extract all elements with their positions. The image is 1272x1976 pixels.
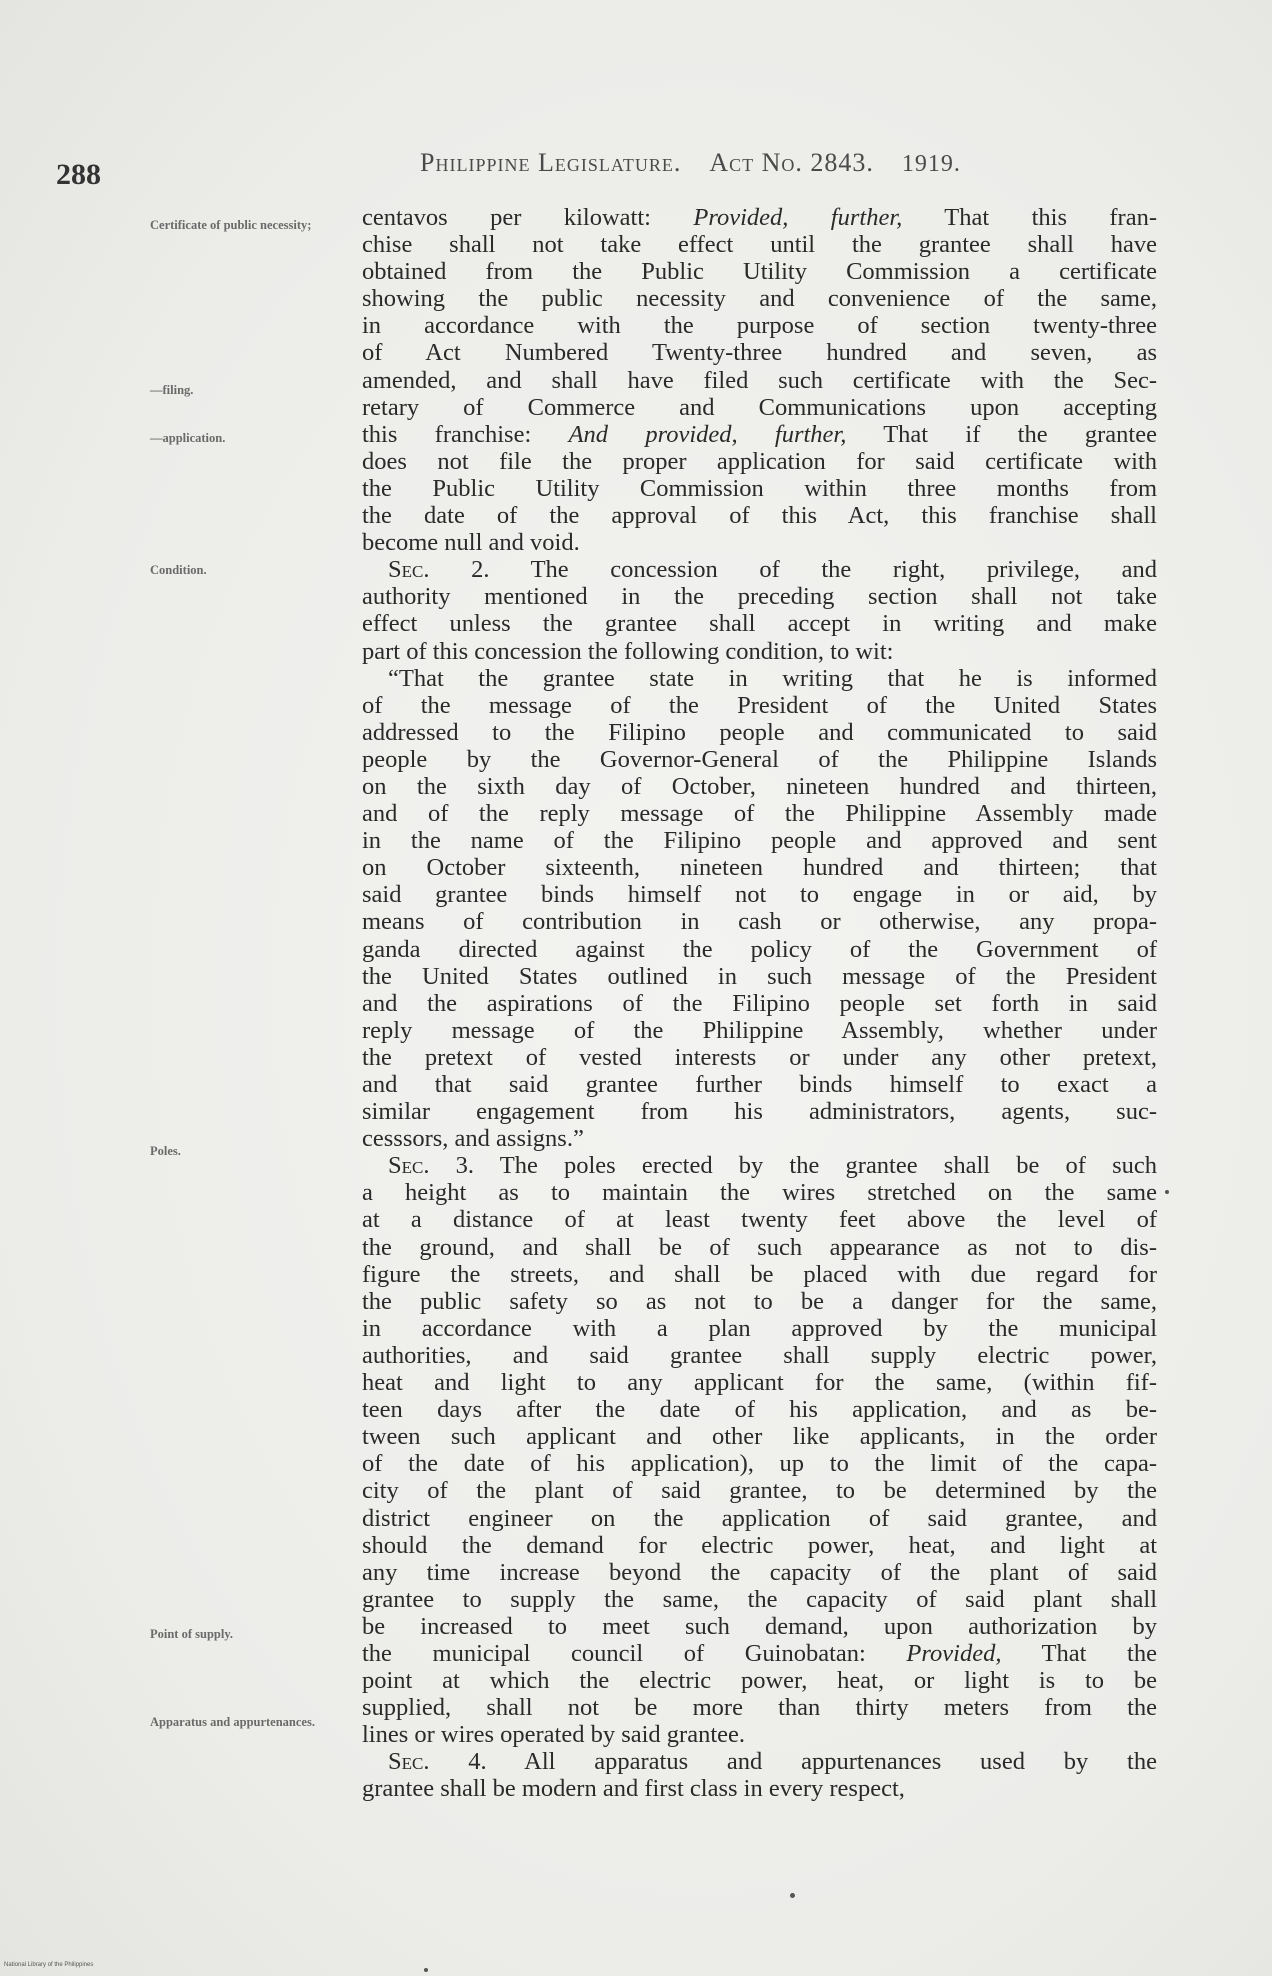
text-line: grantee shall be modern and first class in every respect, xyxy=(362,1775,905,1803)
text-line: of the message of the President of the United States xyxy=(362,691,1157,719)
text-line: city of the plant of said grantee, to be determined by the xyxy=(362,1477,1157,1505)
text-line: be increased to meet such demand, upon authorization by xyxy=(362,1612,1157,1640)
text-line: showing the public necessity and convenience of the same, xyxy=(362,285,1157,313)
text-line: authorities, and said grantee shall supply electric power, xyxy=(362,1341,1157,1369)
running-head-act: Act No. 2843. xyxy=(709,148,874,177)
text-line: the public safety so as not to be a danger for the same, xyxy=(362,1287,1157,1315)
text-line: ganda directed against the policy of the Government of xyxy=(362,935,1157,963)
text-line: Sec. 4. All apparatus and appurtenances used by the xyxy=(388,1748,1157,1776)
margin-note-point-of-supply: Point of supply. xyxy=(150,1627,234,1641)
text-line: the ground, and shall be of such appearance as not to dis- xyxy=(362,1233,1157,1261)
text-line: Sec. 2. The concession of the right, privilege, and xyxy=(388,556,1157,584)
text-line: the date of the approval of this Act, this franchise shall xyxy=(362,502,1157,530)
text-line: in accordance with the purpose of section twenty-three xyxy=(362,312,1157,340)
text-line: on the sixth day of October, nineteen hundred and thirteen, xyxy=(362,772,1157,800)
text-line: addressed to the Filipino people and communicated to said xyxy=(362,718,1157,746)
text-line: in the name of the Filipino people and approved and sent xyxy=(362,827,1157,855)
text-line: this franchise: And provided, further, That if the grantee xyxy=(362,420,1157,448)
text-line: the municipal council of Guinobatan: Provided, That the xyxy=(362,1639,1157,1667)
text-line: cesssors, and assigns.” xyxy=(362,1125,584,1153)
text-line: of Act Numbered Twenty-three hundred and seven, as xyxy=(362,339,1157,367)
text-line: grantee to supply the same, the capacity of said plant shall xyxy=(362,1585,1157,1613)
scan-speck xyxy=(1165,1190,1169,1194)
page-number: 288 xyxy=(56,158,101,191)
text-line: means of contribution in cash or otherwise, any propa- xyxy=(362,908,1157,936)
text-line: authority mentioned in the preceding section shall not take xyxy=(362,583,1157,611)
running-head-title: Philippine Legislature. xyxy=(420,148,682,177)
text-line: the United States outlined in such message of the President xyxy=(362,962,1157,990)
margin-note-certificate: Certificate of public necessity; xyxy=(150,218,312,232)
text-line: and the aspirations of the Filipino people set forth in said xyxy=(362,989,1157,1017)
running-head xyxy=(420,148,961,178)
scan-speck xyxy=(424,1968,428,1972)
text-line: part of this concession the following condition, to wit: xyxy=(362,637,894,665)
margin-note-condition: Condition. xyxy=(150,563,207,577)
text-line: of the date of his application), up to the limit of the capa- xyxy=(362,1450,1157,1478)
footer-credit: National Library of the Philippines xyxy=(4,1962,94,1968)
text-line: lines or wires operated by said grantee. xyxy=(362,1721,746,1749)
text-line: on October sixteenth, nineteen hundred and thirteen; that xyxy=(362,854,1157,882)
text-line: figure the streets, and shall be placed with due regard for xyxy=(362,1260,1157,1288)
text-line: “That the grantee state in writing that he is informed xyxy=(388,664,1157,692)
margin-note-filing: —filing. xyxy=(150,383,194,397)
text-line: does not file the proper application for said certificate with xyxy=(362,447,1157,475)
text-line: in accordance with a plan approved by the municipal xyxy=(362,1314,1157,1342)
text-line: chise shall not take effect until the grantee shall have xyxy=(362,231,1157,259)
text-line: district engineer on the application of said grantee, and xyxy=(362,1504,1157,1532)
text-line: teen days after the date of his application, and as be- xyxy=(362,1396,1157,1424)
text-line: effect unless the grantee shall accept in writing and make xyxy=(362,610,1157,638)
text-line: amended, and shall have filed such certificate with the Sec- xyxy=(362,366,1157,394)
text-line: the Public Utility Commission within three months from xyxy=(362,474,1157,502)
text-line: reply message of the Philippine Assembly, whether under xyxy=(362,1016,1157,1044)
text-line: at a distance of at least twenty feet above the level of xyxy=(362,1206,1157,1234)
text-line: any time increase beyond the capacity of the plant of said xyxy=(362,1558,1157,1586)
text-line: point at which the electric power, heat, or light is to be xyxy=(362,1667,1157,1695)
body-text xyxy=(362,204,1157,1803)
text-line: said grantee binds himself not to engage in or aid, by xyxy=(362,881,1157,909)
text-line: Sec. 3. The poles erected by the grantee shall be of such xyxy=(388,1152,1157,1180)
text-line: retary of Commerce and Communications upon accepting xyxy=(362,393,1157,421)
margin-note-application: —application. xyxy=(150,431,226,445)
text-line: a height as to maintain the wires stretched on the same xyxy=(362,1179,1157,1207)
text-line: become null and void. xyxy=(362,529,580,557)
text-line: obtained from the Public Utility Commission a certificate xyxy=(362,258,1157,286)
text-line: and that said grantee further binds himself to exact a xyxy=(362,1071,1157,1098)
text-line: supplied, shall not be more than thirty meters from the xyxy=(362,1694,1157,1722)
text-line: should the demand for electric power, heat, and light at xyxy=(362,1531,1157,1559)
text-line: centavos per kilowatt: Provided, further, That this fran- xyxy=(362,204,1157,231)
text-line: heat and light to any applicant for the same, (within fif- xyxy=(362,1369,1157,1397)
text-line: and of the reply message of the Philippine Assembly made xyxy=(362,800,1157,828)
text-line: the pretext of vested interests or under any other pretext, xyxy=(362,1043,1157,1071)
margin-note-apparatus: Apparatus and appurtenances. xyxy=(150,1715,315,1729)
text-line: similar engagement from his administrators, agents, suc- xyxy=(362,1098,1157,1126)
margin-note-poles: Poles. xyxy=(150,1144,181,1158)
scan-speck xyxy=(790,1893,795,1898)
text-line: tween such applicant and other like applicants, in the order xyxy=(362,1423,1157,1451)
text-line: people by the Governor-General of the Philippine Islands xyxy=(362,745,1157,773)
running-head-year: 1919. xyxy=(901,151,961,177)
